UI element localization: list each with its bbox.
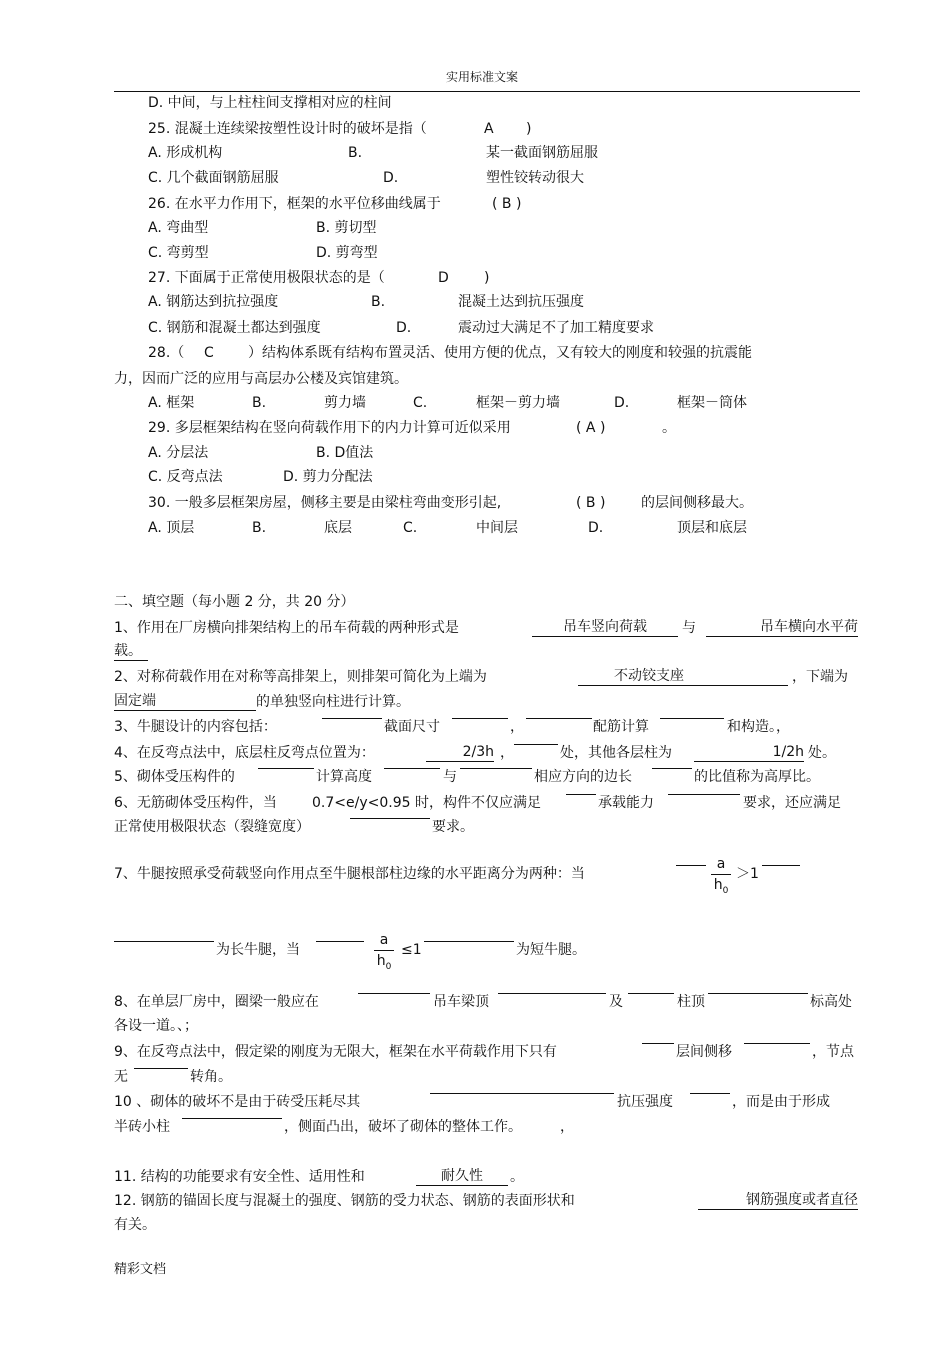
q29-option-d: D. 剪力分配法 [283, 469, 373, 485]
q28-option-d: 框架－筒体 [677, 395, 747, 411]
fill-q10-text2: ，而是由于形成 [732, 1094, 830, 1110]
fill-q3-answer1: 截面尺寸 [384, 719, 440, 735]
fill-q6-blank3 [350, 818, 430, 819]
fill-q6-blank2 [668, 794, 740, 795]
fill-q3-text3: 和构造。， [727, 719, 790, 735]
q27-answer: D [438, 270, 449, 286]
fill-q5-text: 5、砌体受压构件的 [114, 769, 235, 785]
fill-q8-blank4 [708, 993, 808, 994]
q30-option-c: 中间层 [476, 520, 518, 536]
fill-q1-answer2: 吊车横向水平荷 [706, 619, 858, 637]
q30-option-c-label: C. [403, 520, 418, 536]
fill-q7-text: 7、牛腿按照承受荷载竖向作用点至牛腿根部柱边缘的水平距离分为两种：当 [114, 866, 585, 882]
fill-q2-answer1: 不动铰支座 [578, 668, 788, 686]
fill-q5-answer1: 计算高度 [316, 769, 372, 785]
q24-option-d: D. 中间，与上柱柱间支撑相对应的柱间 [148, 95, 392, 111]
q25-option-b: 某一截面钢筋屈服 [486, 145, 598, 161]
q30-option-b: 底层 [324, 520, 352, 536]
fill-q7-blank1 [676, 865, 706, 866]
section-title: 二、填空题（每小题 2 分，共 20 分） [114, 594, 355, 610]
fill-q4-answer1: 2/3h [426, 744, 494, 762]
fill-q2-text: 2、对称荷载作用在对称等高排架上，则排架可简化为上端为 [114, 669, 487, 685]
fill-q11-answer: 耐久性 [416, 1168, 508, 1186]
fill-q5-blank1 [258, 768, 314, 769]
fill-q5-text3: 的比值称为高厚比。 [694, 769, 820, 785]
fill-q10-blank3 [182, 1118, 282, 1119]
fill-q10-blank2 [690, 1093, 730, 1094]
fill-q10-answer2: 半砖小柱 [114, 1119, 170, 1135]
fill-q9-blank3 [134, 1068, 188, 1069]
fill-q6-text3: 要求，还应满足 [743, 795, 841, 811]
fill-q3-text: 3、牛腿设计的内容包括： [114, 719, 277, 735]
fill-q9-line2: 无 [114, 1069, 128, 1085]
fill-q7-relation2: ≤1 [401, 942, 422, 958]
q27-stem: 27. 下面属于正常使用极限状态的是（ [148, 270, 385, 286]
q29-end: 。 [662, 420, 676, 436]
q25-stem: 25. 混凝土连续梁按塑性设计时的破坏是指（ [148, 121, 427, 137]
fill-q12-text: 12. 钢筋的锚固长度与混凝土的强度、钢筋的受力状态、钢筋的表面形状和 [114, 1193, 575, 1209]
q28-option-d-label: D. [614, 395, 630, 411]
fill-q2-answer2: 固定端 [114, 693, 256, 711]
fill-q6-text2: 时，构件不仅应满足 [415, 795, 541, 811]
fill-q8-connector: 及 [609, 994, 623, 1010]
q27-close: ) [484, 270, 490, 286]
fill-q3-blank1 [322, 718, 382, 719]
fill-q6-blank1 [566, 794, 596, 795]
q27-option-d: 震动过大满足不了加工精度要求 [458, 320, 654, 336]
fill-q3-blank2 [452, 718, 508, 719]
fill-q9-text: 9、在反弯点法中，假定梁的刚度为无限大，框架在水平荷载作用下只有 [114, 1044, 557, 1060]
q30-option-d-label: D. [588, 520, 604, 536]
fill-q1-connector: 与 [682, 620, 696, 636]
q30-stem: 30. 一般多层框架房屋，侧移主要是由梁柱弯曲变形引起, [148, 495, 502, 511]
fill-q4-text4: 处。 [808, 745, 836, 761]
fill-q8-blank2 [498, 993, 606, 994]
fill-q5-blank2 [384, 768, 440, 769]
q28-option-b: 剪力墙 [324, 395, 366, 411]
q30-option-b-label: B. [252, 520, 267, 536]
fill-q6-line2: 正常使用极限状态（裂缝宽度） [114, 819, 310, 835]
fill-q9-answer1: 层间侧移 [676, 1044, 732, 1060]
q30-rest: 的层间侧移最大。 [641, 495, 753, 511]
fill-q9-text2: ，节点 [812, 1044, 854, 1060]
fill-q3-blank3 [526, 718, 592, 719]
q28-stem-open: 28.（ [148, 345, 185, 361]
fill-q12-end: 有关。 [114, 1217, 156, 1233]
fill-q7-blank5 [424, 941, 514, 942]
q29-option-c: C. 反弯点法 [148, 469, 223, 485]
q25-option-d: 塑性铰转动很大 [486, 170, 584, 186]
q28-option-c-label: C. [413, 395, 428, 411]
q26-stem: 26. 在水平力作用下，框架的水平位移曲线属于 [148, 196, 441, 212]
fill-q1-answer2-cont: 载。 [114, 643, 148, 661]
q28-answer: C [204, 345, 214, 361]
fill-q3-blank4 [660, 718, 724, 719]
q28-option-a: A. 框架 [148, 395, 195, 411]
fill-q7-relation1: ＞1 [736, 866, 759, 882]
page-header: 实用标准文案 [446, 70, 519, 84]
fill-q7-text3: 为短牛腿。 [516, 942, 586, 958]
fill-q10-text: 10 、砌体的破坏不是由于砖受压耗尽其 [114, 1094, 361, 1110]
fill-q7-blank2 [762, 865, 800, 866]
page-footer: 精彩文档 [114, 1262, 167, 1277]
q26-answer: ( B ) [492, 196, 522, 212]
q26-option-b: B. 剪切型 [316, 220, 377, 236]
fraction-numerator: a [379, 932, 389, 948]
fill-q10-blank1 [430, 1093, 614, 1094]
fill-q2-text2: ，下端为 [792, 669, 848, 685]
q29-option-a: A. 分层法 [148, 445, 209, 461]
fill-q7-blank4 [316, 941, 364, 942]
q30-option-a: A. 顶层 [148, 520, 195, 536]
fill-q6-text4: 要求。 [432, 819, 474, 835]
fill-q4-sep: ， [500, 745, 514, 761]
fill-q11-end: 。 [510, 1169, 524, 1185]
q26-option-a: A. 弯曲型 [148, 220, 209, 236]
fill-q3-sep: ， [510, 719, 524, 735]
fill-q2-text3: 的单独竖向柱进行计算。 [256, 694, 410, 710]
q28-stem: ）结构体系既有结构布置灵活、使用方便的优点，又有较大的刚度和较强的抗震能 [248, 345, 752, 361]
fill-q5-connector: 与 [443, 769, 457, 785]
fill-q3-answer2: 配筋计算 [593, 719, 649, 735]
fraction-numerator: a [716, 856, 726, 872]
q30-option-d: 顶层和底层 [677, 520, 747, 536]
fill-q4-text3: 处，其他各层柱为 [560, 745, 672, 761]
q28-option-b-label: B. [252, 395, 267, 411]
fill-q8-text3: 标高处 [810, 994, 852, 1010]
fill-q12-answer: 钢筋强度或者直径 [698, 1192, 858, 1210]
fill-q8-blank3 [628, 993, 674, 994]
fill-q8-answer1: 吊车梁顶 [433, 994, 489, 1010]
q25-option-b-label: B. [348, 145, 363, 161]
fill-q4-blank [514, 744, 558, 745]
q25-option-c: C. 几个截面钢筋屈服 [148, 170, 279, 186]
q28-stem-line2: 力，因而广泛的应用与高层办公楼及宾馆建筑。 [114, 371, 408, 387]
q27-option-b: 混凝土达到抗压强度 [458, 294, 584, 310]
fill-q7-blank3 [114, 941, 214, 942]
fill-q8-line2: 各设一道。、； [114, 1018, 198, 1034]
fraction-denominator: $h_0$ [376, 953, 392, 972]
fill-q9-blank1 [642, 1043, 674, 1044]
fill-q8-answer2: 柱顶 [677, 994, 705, 1010]
fill-q9-blank2 [744, 1043, 810, 1044]
fill-q7-fraction2 [374, 932, 394, 975]
fill-q1-answer1: 吊车竖向荷载 [532, 619, 678, 637]
q28-option-c: 框架－剪力墙 [476, 395, 560, 411]
q25-answer: A [484, 121, 494, 137]
fill-q10-text3: ，侧面凸出，破坏了砌体的整体工作。 [284, 1119, 522, 1135]
fill-q7-text2: 为长牛腿，当 [216, 942, 300, 958]
q29-answer: ( A ) [576, 420, 606, 436]
q26-option-c: C. 弯剪型 [148, 245, 209, 261]
q29-option-b: B. D值法 [316, 445, 374, 461]
fill-q8-text: 8、在单层厂房中，圈梁一般应在 [114, 994, 319, 1010]
q27-option-a: A. 钢筋达到抗拉强度 [148, 294, 279, 310]
fill-q4-text: 4、在反弯点法中，底层柱反弯点位置为： [114, 745, 375, 761]
fill-q6-condition: 0.7<e/y<0.95 [312, 795, 411, 811]
fill-q1-text: 1、作用在厂房横向排架结构上的吊车荷载的两种形式是 [114, 620, 459, 636]
fill-q6-answer1: 承载能力 [598, 795, 654, 811]
fraction-denominator: $h_0$ [713, 877, 729, 896]
fill-q7-fraction1 [711, 856, 731, 899]
fill-q6-text: 6、无筋砌体受压构件，当 [114, 795, 277, 811]
fill-q11-text: 11. 结构的功能要求有安全性、适用性和 [114, 1169, 365, 1185]
fill-q9-text4: 转角。 [190, 1069, 232, 1085]
q25-option-a: A. 形成机构 [148, 145, 223, 161]
q29-stem: 29. 多层框架结构在竖向荷载作用下的内力计算可近似采用 [148, 420, 511, 436]
fill-q10-text4: ， [560, 1119, 574, 1135]
fill-q5-blank3 [460, 768, 532, 769]
q27-option-b-label: B. [371, 294, 386, 310]
q25-option-d-label: D. [383, 170, 399, 186]
header-rule [114, 91, 860, 92]
q25-close: ) [526, 121, 532, 137]
fill-q4-answer2: 1/2h [694, 744, 804, 762]
q27-option-c: C. 钢筋和混凝土都达到强度 [148, 320, 321, 336]
q30-answer: ( B ) [576, 495, 606, 511]
fill-q5-answer2: 相应方向的边长 [534, 769, 632, 785]
fill-q8-blank1 [358, 993, 430, 994]
fill-q10-answer1: 抗压强度 [617, 1094, 673, 1110]
q26-option-d: D. 剪弯型 [316, 245, 378, 261]
q27-option-d-label: D. [396, 320, 412, 336]
fill-q5-blank4 [652, 768, 692, 769]
